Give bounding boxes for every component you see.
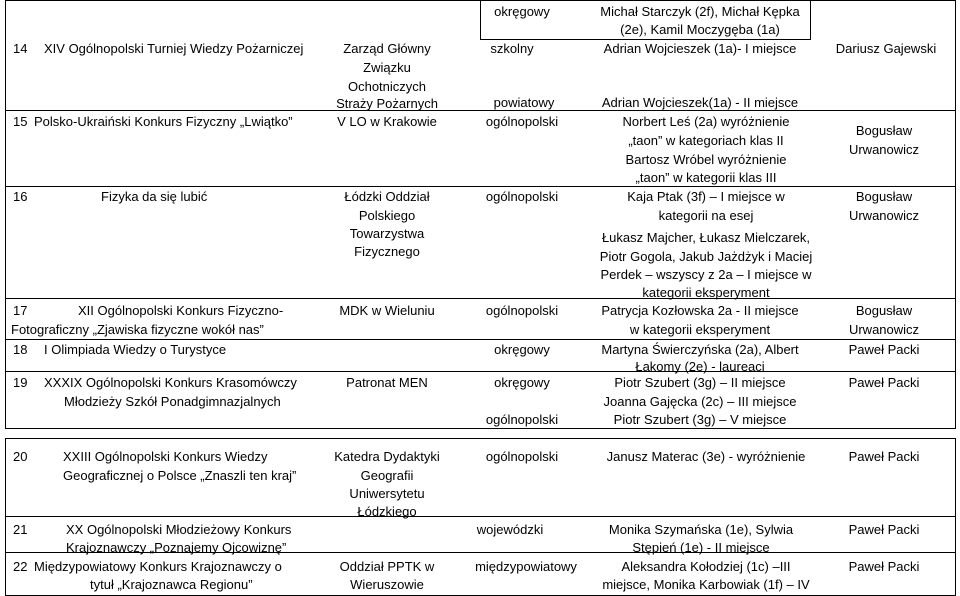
table-border-right	[955, 0, 956, 428]
organizer-cell: Łódzkiego	[357, 504, 417, 519]
competition-name: Krajoznawczy „Poznajemy Ojcowiznę”	[66, 540, 287, 555]
result-cell: Michał Starczyk (2f), Michał Kępka	[600, 4, 800, 19]
row-separator	[5, 110, 956, 111]
teacher-cell: Bogusław	[855, 123, 913, 138]
teacher-cell: Paweł Packi	[848, 449, 920, 464]
result-cell: w kategorii eksperyment	[629, 322, 771, 337]
row-separator	[5, 428, 956, 429]
competition-name: Fizyka da się lubić	[101, 189, 208, 204]
organizer-cell: Wieruszowie	[350, 577, 424, 592]
teacher-cell: Urwanowicz	[848, 322, 920, 337]
row-number: 16	[13, 189, 28, 204]
result-cell: Piotr Szubert (3g) – V miejsce	[613, 412, 787, 427]
level-cell: ogólnopolski	[485, 114, 559, 129]
teacher-cell: Urwanowicz	[848, 142, 920, 157]
teacher-cell: Urwanowicz	[848, 208, 920, 223]
result-cell: Łakomy (2e) - laureaci	[635, 359, 765, 374]
cell-divider	[480, 0, 481, 39]
organizer-cell: Katedra Dydaktyki	[334, 449, 440, 464]
result-cell: Łukasz Majcher, Łukasz Mielczarek,	[601, 230, 811, 245]
organizer-cell: Oddział PPTK w	[339, 559, 435, 574]
level-cell: wojewódzki	[476, 522, 544, 537]
table-border-left	[5, 0, 6, 428]
competition-name: XXIII Ogólnopolski Konkurs Wiedzy	[63, 449, 268, 464]
competition-name: I Olimpiada Wiedzy o Turystyce	[44, 342, 227, 357]
result-cell: „taon” w kategorii klas III	[635, 170, 777, 185]
organizer-cell: Patronat MEN	[346, 375, 428, 390]
organizer-cell: Zarząd Główny	[343, 41, 431, 56]
result-cell: (2e), Kamil Moczygęba (1a)	[620, 22, 780, 37]
teacher-cell: Paweł Packi	[848, 342, 920, 357]
teacher-cell: Bogusław	[855, 303, 913, 318]
result-cell: kategorii eksperyment	[642, 285, 770, 300]
row-number: 21	[13, 522, 28, 537]
competition-name: Geograficznej o Polsce „Znaszli ten kraj”	[63, 468, 297, 483]
result-cell: kategorii na esej	[658, 208, 754, 223]
organizer-cell: MDK w Wieluniu	[339, 303, 435, 318]
competition-name: Polsko-Ukraiński Konkurs Fizyczny „Lwiątko”	[34, 114, 293, 129]
competition-name: Międzypowiatowy Konkurs Krajoznawczy o	[34, 559, 282, 574]
organizer-cell: V LO w Krakowie	[337, 114, 437, 129]
level-cell: powiatowy	[493, 95, 555, 110]
organizer-cell: Polskiego	[358, 208, 416, 223]
level-cell: ogólnopolski	[485, 412, 559, 427]
row-number: 14	[13, 41, 28, 56]
row-number: 19	[13, 375, 28, 390]
row-number: 18	[13, 342, 28, 357]
result-cell: Kaja Ptak (3f) – I miejsce w	[627, 189, 785, 204]
organizer-cell: Fizycznego	[354, 244, 420, 259]
result-cell: Piotr Gogola, Jakub Jażdżyk i Maciej	[599, 249, 813, 264]
table-border-right	[955, 438, 956, 596]
row-number: 20	[13, 449, 28, 464]
result-cell: Aleksandra Kołodziej (1c) –III	[621, 559, 791, 574]
organizer-cell: Ochotniczych	[347, 79, 427, 94]
level-cell: okręgowy	[494, 375, 550, 390]
competition-name: tytuł „Krajoznawca Regionu”	[90, 577, 253, 592]
level-cell: okręgowy	[494, 4, 550, 19]
organizer-cell: Straży Pożarnych	[336, 96, 438, 111]
organizer-cell: Łódzki Oddział	[344, 189, 430, 204]
competition-name: XX Ogólnopolski Młodzieżowy Konkurs	[66, 522, 292, 537]
row-separator	[5, 438, 956, 439]
teacher-cell: Dariusz Gajewski	[835, 41, 937, 56]
result-cell: miejsce, Monika Karbowiak (1f) – IV	[602, 577, 810, 592]
row-number: 17	[13, 303, 28, 318]
result-cell: Joanna Gajęcka (2c) – III miejsce	[603, 394, 797, 409]
teacher-cell: Paweł Packi	[848, 522, 920, 537]
level-cell: szkolny	[490, 41, 534, 56]
competition-name: Fotograficzny „Zjawiska fizyczne wokół nas”	[11, 322, 264, 337]
row-separator	[5, 371, 956, 372]
row-separator	[5, 0, 956, 1]
result-cell: Bartosz Wróbel wyróżnienie	[625, 152, 787, 167]
result-cell: Adrian Wojcieszek(1a) - II miejsce	[601, 95, 799, 110]
row-number: 22	[13, 559, 28, 574]
row-separator	[5, 298, 956, 299]
competition-name: XXXIX Ogólnopolski Konkurs Krasomówczy	[44, 375, 297, 390]
organizer-cell: Uniwersytetu	[349, 486, 425, 501]
result-cell: Piotr Szubert (3g) – II miejsce	[614, 375, 786, 390]
result-cell: Patrycja Kozłowska 2a - II miejsce	[601, 303, 799, 318]
cell-divider	[810, 0, 811, 39]
result-cell: Stępień (1e) - II miejsce	[632, 540, 770, 555]
result-cell: Norbert Leś (2a) wyróżnienie	[622, 114, 790, 129]
competition-name: XII Ogólnopolski Konkurs Fizyczno-	[78, 303, 284, 318]
level-cell: ogólnopolski	[485, 189, 559, 204]
result-cell: Janusz Materac (3e) - wyróżnienie	[606, 449, 806, 464]
result-cell: Perdek – wszyscy z 2a – I miejsce w	[600, 267, 812, 282]
level-cell: ogólnopolski	[485, 449, 559, 464]
organizer-cell: Związku	[363, 60, 411, 75]
result-cell: Monika Szymańska (1e), Sylwia	[608, 522, 794, 537]
teacher-cell: Bogusław	[855, 189, 913, 204]
organizer-cell: Geografii	[360, 468, 414, 483]
competition-name: XIV Ogólnopolski Turniej Wiedzy Pożarniczej	[44, 41, 304, 56]
row-separator	[5, 516, 956, 517]
level-cell: międzypowiatowy	[475, 559, 577, 574]
teacher-cell: Paweł Packi	[848, 559, 920, 574]
result-cell: Martyna Świerczyńska (2a), Albert	[601, 342, 799, 357]
level-cell: okręgowy	[494, 342, 550, 357]
row-number: 15	[13, 114, 28, 129]
teacher-cell: Paweł Packi	[848, 375, 920, 390]
competition-name: Młodzieży Szkół Ponadgimnazjalnych	[64, 394, 281, 409]
level-cell: ogólnopolski	[485, 303, 559, 318]
result-cell: Adrian Wojcieszek (1a)- I miejsce	[603, 41, 797, 56]
result-cell: „taon” w kategoriach klas II	[628, 133, 784, 148]
table-border-left	[5, 438, 6, 596]
organizer-cell: Towarzystwa	[349, 226, 425, 241]
